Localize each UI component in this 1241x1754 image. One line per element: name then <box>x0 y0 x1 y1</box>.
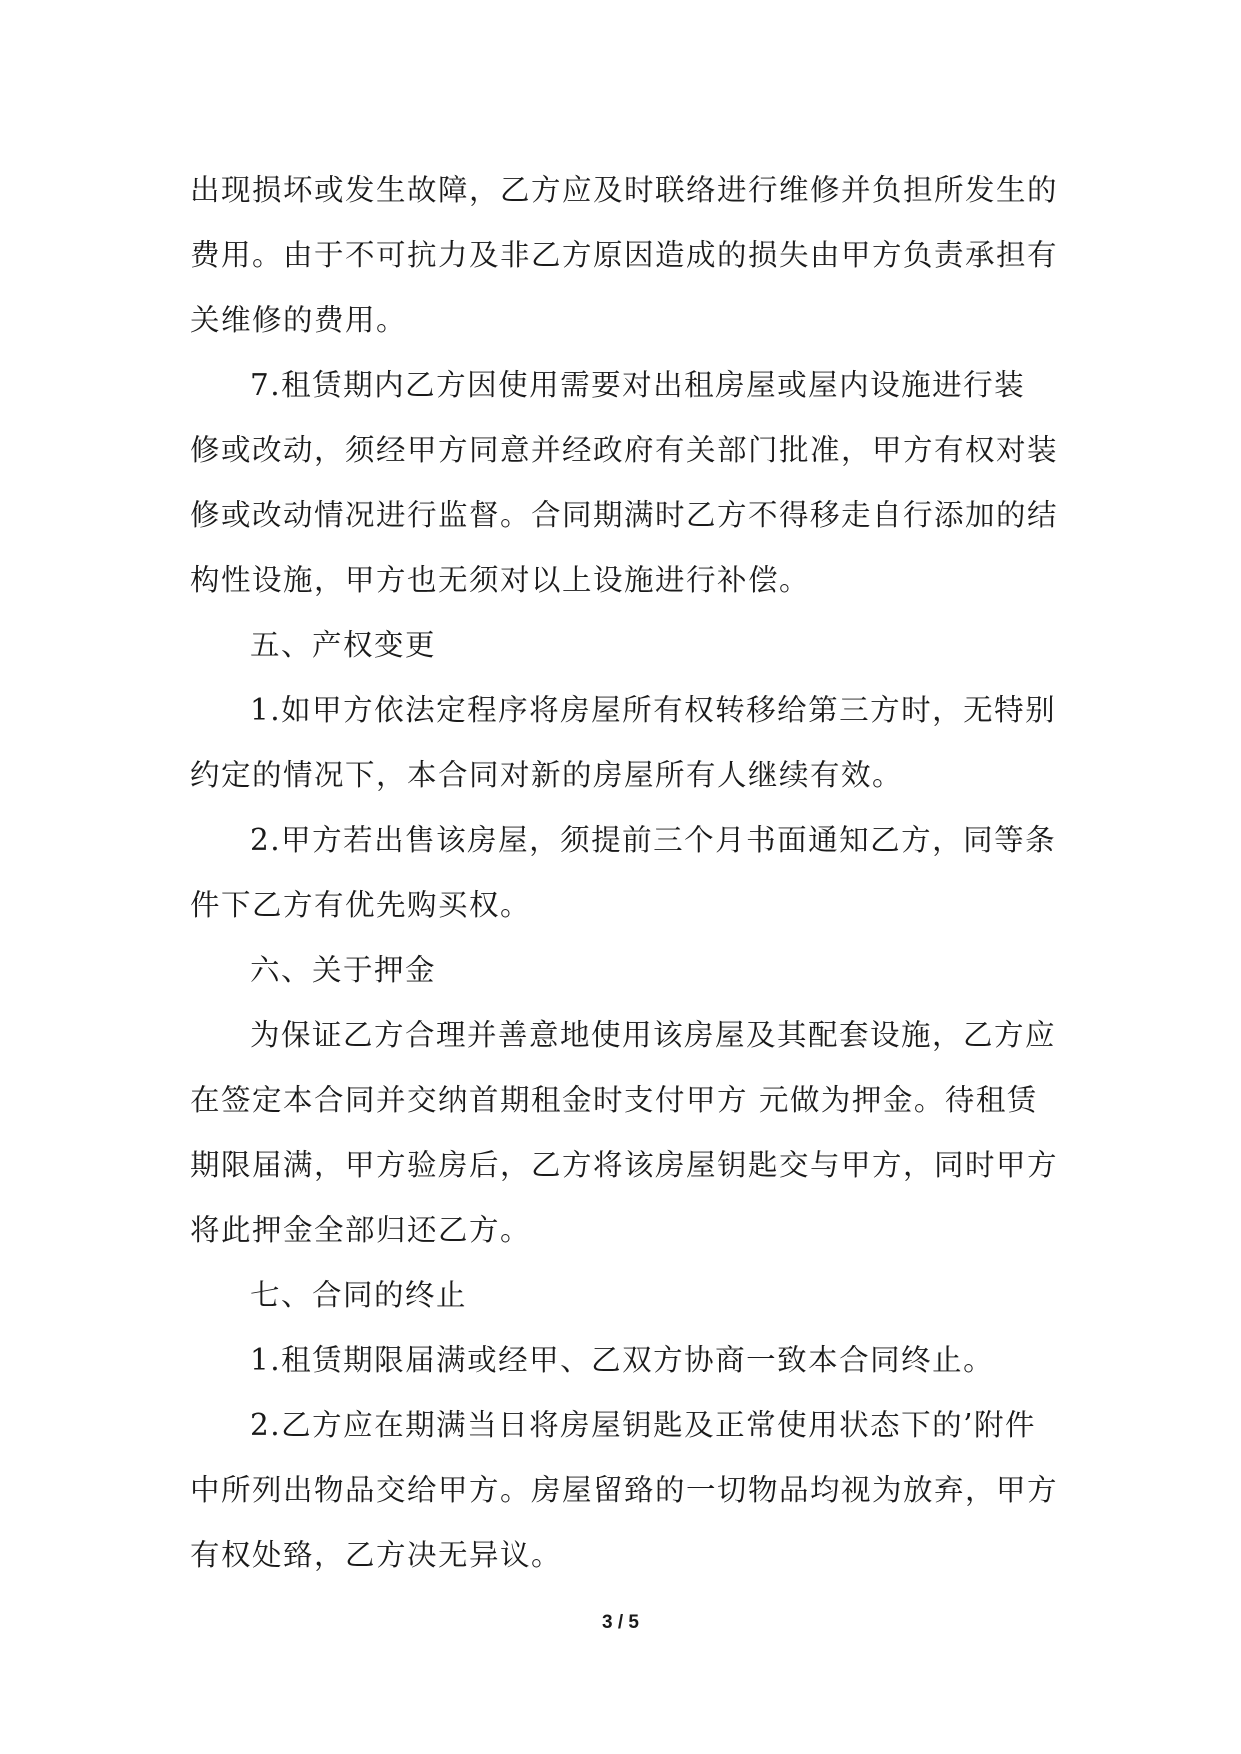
text-line: 约定的情况下，本合同对新的房屋所有人继续有效。 <box>190 758 904 792</box>
text-line: 修或改动，须经甲方同意并经政府有关部门批准，甲方有权对装 <box>190 433 1059 467</box>
page-number: 3 / 5 <box>602 1612 639 1633</box>
text-line: 修或改动情况进行监督。合同期满时乙方不得移走自行添加的结 <box>190 498 1059 532</box>
text-line: 1.如甲方依法定程序将房屋所有权转移给第三方时，无特别 <box>250 693 1057 727</box>
text-line: 1.租赁期限届满或经甲、乙双方协商一致本合同终止。 <box>250 1343 995 1377</box>
text-line: 在签定本合同并交纳首期租金时支付甲方 元做为押金。待租赁 <box>190 1083 1038 1117</box>
text-line: 为保证乙方合理并善意地使用该房屋及其配套设施，乙方应 <box>250 1018 1057 1052</box>
text-line: 费用。由于不可抗力及非乙方原因造成的损失由甲方负责承担有 <box>190 238 1059 272</box>
text-line: 期限届满，甲方验房后，乙方将该房屋钥匙交与甲方，同时甲方 <box>190 1148 1059 1182</box>
text-line: 件下乙方有优先购买权。 <box>190 888 532 922</box>
document-body <box>190 158 1058 1588</box>
text-line: 2.乙方应在期满当日将房屋钥匙及正常使用状态下的’附件 <box>250 1408 1037 1442</box>
text-line: 中所列出物品交给甲方。房屋留臵的一切物品均视为放弃，甲方 <box>190 1473 1059 1507</box>
section-heading: 六、关于押金 <box>250 953 437 987</box>
text-line: 有权处臵，乙方决无异议。 <box>190 1538 563 1572</box>
text-line: 关维修的费用。 <box>190 303 408 337</box>
text-line: 将此押金全部归还乙方。 <box>190 1213 532 1247</box>
text-line: 7.租赁期内乙方因使用需要对出租房屋或屋内设施进行装 <box>250 368 1026 402</box>
section-heading: 七、合同的终止 <box>250 1278 468 1312</box>
section-heading: 五、产权变更 <box>250 628 437 662</box>
text-line: 2.甲方若出售该房屋，须提前三个月书面通知乙方，同等条 <box>250 823 1057 857</box>
text-line: 出现损坏或发生故障，乙方应及时联络进行维修并负担所发生的 <box>190 173 1059 207</box>
text-line: 构性设施，甲方也无须对以上设施进行补偿。 <box>190 563 811 597</box>
